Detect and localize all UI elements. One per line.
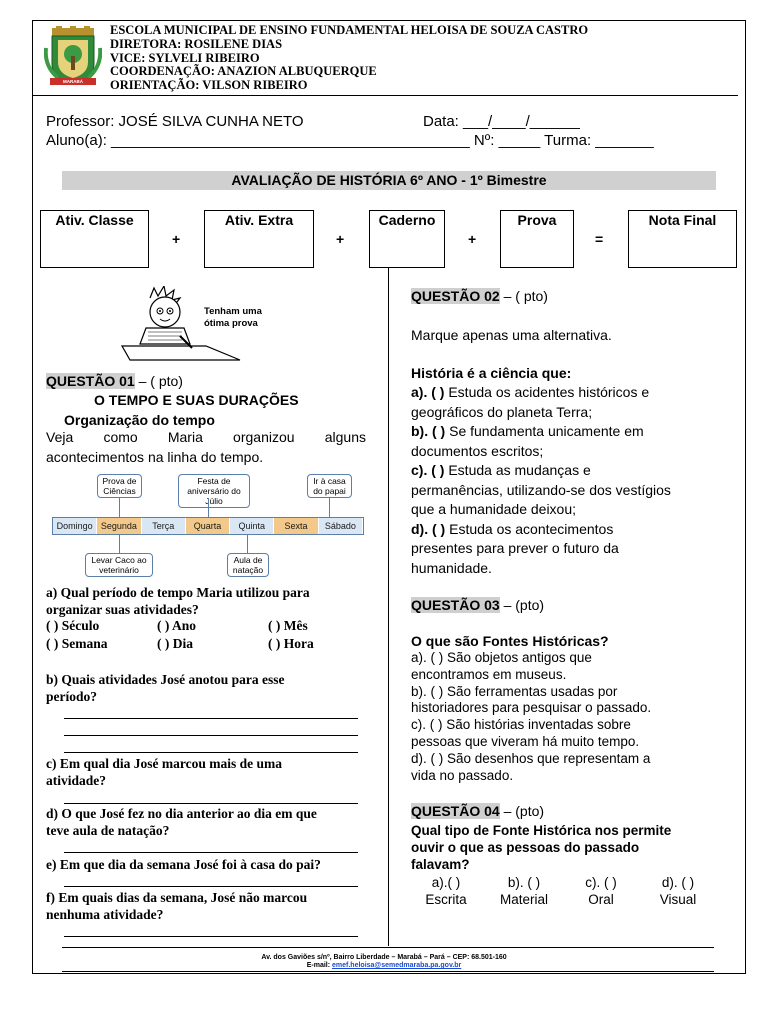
question-3-options	[411, 650, 711, 784]
option-mark[interactable]: d). ( )	[411, 520, 446, 537]
timeline-connector	[208, 498, 209, 517]
option-a[interactable]: a). ( ) São objetos antigos que	[411, 650, 592, 665]
question-1-header	[46, 372, 183, 392]
option-mark[interactable]: b). ( )	[411, 423, 446, 439]
question-2-instruction: Marque apenas uma alternativa.	[411, 327, 612, 343]
option-oral[interactable]	[572, 874, 630, 908]
option-d[interactable]: d). ( ) São desenhos que representam a	[411, 750, 651, 766]
grade-box-notebook[interactable]: Caderno	[369, 210, 445, 268]
question-2-options	[411, 383, 711, 578]
question-2-points: – ( pto)	[499, 288, 548, 304]
school-header	[110, 24, 588, 93]
intro-line: acontecimentos na linha do tempo.	[46, 448, 264, 465]
question-1-intro	[46, 428, 366, 467]
option-mark[interactable]: a). ( )	[411, 384, 445, 400]
orientation-line: ORIENTAÇÃO: VILSON RIBEIRO	[110, 78, 308, 93]
question-1-title: O TEMPO E SUAS DURAÇÕES	[94, 392, 299, 408]
question-line: d) O que José fez no dia anterior ao dia em que	[46, 806, 317, 821]
date-line: Data: ___/____/______	[423, 113, 580, 130]
stem-line: Qual tipo de Fonte Histórica nos permite	[411, 823, 672, 838]
option-b[interactable]	[411, 422, 711, 442]
option-written[interactable]	[418, 874, 474, 908]
question-3-points: – (pto)	[499, 597, 545, 613]
cartoon-caption	[204, 306, 262, 330]
question-4-label: QUESTÃO 04	[411, 803, 500, 819]
option-mark[interactable]: c). ( )	[411, 462, 445, 478]
option-mark[interactable]: b). ( )	[507, 875, 541, 890]
school-crest	[44, 26, 102, 86]
question-1a	[46, 585, 310, 618]
timeline-event-dad-visit: Ir à casa do papai	[307, 474, 352, 498]
option-text: presentes para prever o futuro da	[411, 540, 619, 556]
vice-line: VICE: SYLVELI RIBEIRO	[110, 50, 260, 65]
question-line: a) Qual período de tempo Maria utilizou para	[46, 585, 310, 600]
answer-line[interactable]	[64, 852, 358, 853]
answer-line[interactable]	[64, 752, 358, 753]
director-line: DIRETORA: ROSILENE DIAS	[110, 36, 283, 51]
option-text: pessoas que viveram há muito tempo.	[411, 733, 640, 749]
option-text: historiadores para pesquisar o passado.	[411, 700, 652, 716]
timeline-connector	[119, 535, 120, 554]
answer-line[interactable]	[64, 936, 358, 937]
option-text: permanências, utilizando-se dos vestígios	[411, 481, 671, 498]
option-material[interactable]	[492, 874, 556, 908]
option-text: Oral	[588, 892, 614, 907]
question-1b	[46, 672, 285, 705]
student-cartoon	[120, 286, 280, 364]
day-tuesday: Terça	[142, 518, 186, 534]
option-text: humanidade.	[411, 559, 492, 576]
option-a[interactable]	[411, 383, 711, 403]
day-thursday: Quinta	[230, 518, 274, 534]
question-1d	[46, 806, 317, 839]
question-3-label: QUESTÃO 03	[411, 597, 500, 613]
question-line: organizar suas atividades?	[46, 601, 199, 617]
timeline-connector	[119, 498, 120, 517]
question-line: nenhuma atividade?	[46, 906, 164, 922]
question-line: c) Em qual dia José marcou mais de uma	[46, 756, 283, 771]
header-rule	[32, 95, 738, 96]
question-3-header	[411, 596, 544, 616]
column-divider	[388, 268, 389, 946]
answer-line[interactable]	[64, 718, 358, 719]
footer-email-label: E-mail:	[306, 962, 333, 969]
option-mark[interactable]: a).( )	[431, 875, 461, 890]
grade-box-test[interactable]: Prova	[500, 210, 574, 268]
question-4-points: – (pto)	[499, 803, 545, 819]
question-1-subtitle: Organização do tempo	[64, 412, 215, 428]
timeline-connector	[329, 498, 330, 517]
question-2-label: QUESTÃO 02	[411, 288, 500, 304]
crest-text: MARABÁ	[63, 79, 83, 84]
option-text: Estuda os acontecimentos	[445, 520, 614, 537]
question-4-stem	[411, 823, 721, 873]
question-1c	[46, 756, 282, 789]
professor-line: Professor: JOSÉ SILVA CUNHA NETO	[46, 113, 304, 130]
option-b[interactable]: b). ( ) São ferramentas usadas por	[411, 683, 618, 699]
option-hour[interactable]: ( ) Hora	[268, 636, 314, 651]
grade-box-final[interactable]: Nota Final	[628, 210, 737, 268]
plus-sign: +	[336, 231, 345, 247]
plus-sign: +	[172, 231, 181, 247]
question-line: período?	[46, 688, 98, 704]
option-d[interactable]	[411, 520, 711, 540]
answer-line[interactable]	[64, 803, 358, 804]
stem-line: falavam?	[411, 856, 470, 872]
question-2-header	[411, 287, 548, 307]
intro-line: Veja como Maria organizou alguns	[46, 429, 366, 445]
option-visual[interactable]	[648, 874, 708, 908]
cartoon-caption-line: Tenham uma	[204, 306, 262, 317]
answer-line[interactable]	[64, 886, 358, 887]
option-text: Estuda os acidentes históricos e	[444, 384, 650, 400]
option-text: geográficos do planeta Terra;	[411, 403, 593, 420]
coordination-line: COORDENAÇÃO: ANAZION ALBUQUERQUE	[110, 64, 377, 79]
option-mark[interactable]: c). ( )	[585, 875, 617, 890]
question-line: atividade?	[46, 772, 107, 788]
option-text: Material	[499, 892, 548, 907]
footer-email-line	[0, 962, 768, 969]
option-text: Escrita	[425, 892, 467, 907]
option-month[interactable]: ( ) Mês	[268, 618, 308, 633]
question-1f	[46, 890, 307, 923]
footer-rule-bottom	[62, 971, 714, 972]
day-friday: Sexta	[274, 518, 318, 534]
timeline-event-science-test: Prova de Ciências	[97, 474, 142, 498]
option-text: Visual	[659, 892, 697, 907]
option-mark[interactable]: d). ( )	[661, 875, 695, 890]
plus-sign: +	[468, 231, 477, 247]
footer-rule	[62, 947, 714, 948]
question-line: b) Quais atividades José anotou para esse	[46, 672, 285, 687]
question-4-header	[411, 802, 544, 822]
student-line: Aluno(a): ___________________________________________ Nº: _____ Turma: _______	[46, 132, 654, 149]
exam-title: AVALIAÇÃO DE HISTÓRIA 6º ANO - 1º Bimestre	[62, 171, 716, 190]
timeline-event-vet: Levar Caco ao veterinário	[85, 553, 153, 577]
option-text: vida no passado.	[411, 767, 514, 783]
timeline-days	[52, 517, 364, 535]
timeline-event-swimming: Aula de natação	[227, 553, 269, 577]
question-line: teve aula de natação?	[46, 822, 170, 838]
grade-box-extra[interactable]: Ativ. Extra	[204, 210, 314, 268]
question-1e: e) Em que dia da semana José foi à casa do pai?	[46, 857, 321, 872]
day-saturday: Sábado	[319, 518, 363, 534]
question-line: f) Em quais dias da semana, José não marcou	[46, 890, 308, 905]
question-2-stem: História é a ciência que:	[411, 365, 572, 381]
day-wednesday: Quarta	[186, 518, 230, 534]
option-text: que a humanidade deixou;	[411, 501, 577, 517]
timeline-connector	[247, 535, 248, 554]
option-c[interactable]: c). ( ) São histórias inventadas sobre	[411, 717, 631, 733]
option-text: encontramos em museus.	[411, 666, 567, 682]
stem-line: ouvir o que as pessoas do passado	[411, 839, 640, 855]
option-text: Estuda as mudanças e	[444, 462, 591, 478]
day-sunday: Domingo	[53, 518, 97, 534]
timeline-event-birthday: Festa de aniversário do Júlio	[178, 474, 250, 508]
cartoon-caption-line: ótima prova	[204, 318, 258, 329]
option-text: Se fundamenta unicamente em	[445, 423, 644, 439]
answer-line[interactable]	[64, 735, 358, 736]
footer-email-link[interactable]: emef.heloisa@semedmaraba.pa.gov.br	[332, 962, 462, 969]
grade-box-class[interactable]: Ativ. Classe	[40, 210, 149, 268]
school-name: ESCOLA MUNICIPAL DE ENSINO FUNDAMENTAL HELOISA DE SOUZA CASTRO	[110, 23, 589, 37]
option-year[interactable]: ( ) Ano	[157, 618, 197, 633]
option-text: documentos escritos;	[411, 442, 544, 459]
footer-address: Av. dos Gaviões s/nº, Bairro Liberdade – Marabá – Pará – CEP: 68.501-160	[261, 954, 507, 961]
option-c[interactable]	[411, 461, 711, 481]
question-1-label: QUESTÃO 01	[46, 373, 135, 389]
option-century[interactable]: ( ) Século	[46, 618, 100, 633]
question-3-stem: O que são Fontes Históricas?	[411, 633, 609, 649]
equals-sign: =	[595, 231, 604, 247]
option-week[interactable]: ( ) Semana	[46, 636, 108, 651]
day-monday: Segunda	[97, 518, 141, 534]
question-1-points: – ( pto)	[134, 373, 183, 389]
option-day[interactable]: ( ) Dia	[157, 636, 193, 651]
